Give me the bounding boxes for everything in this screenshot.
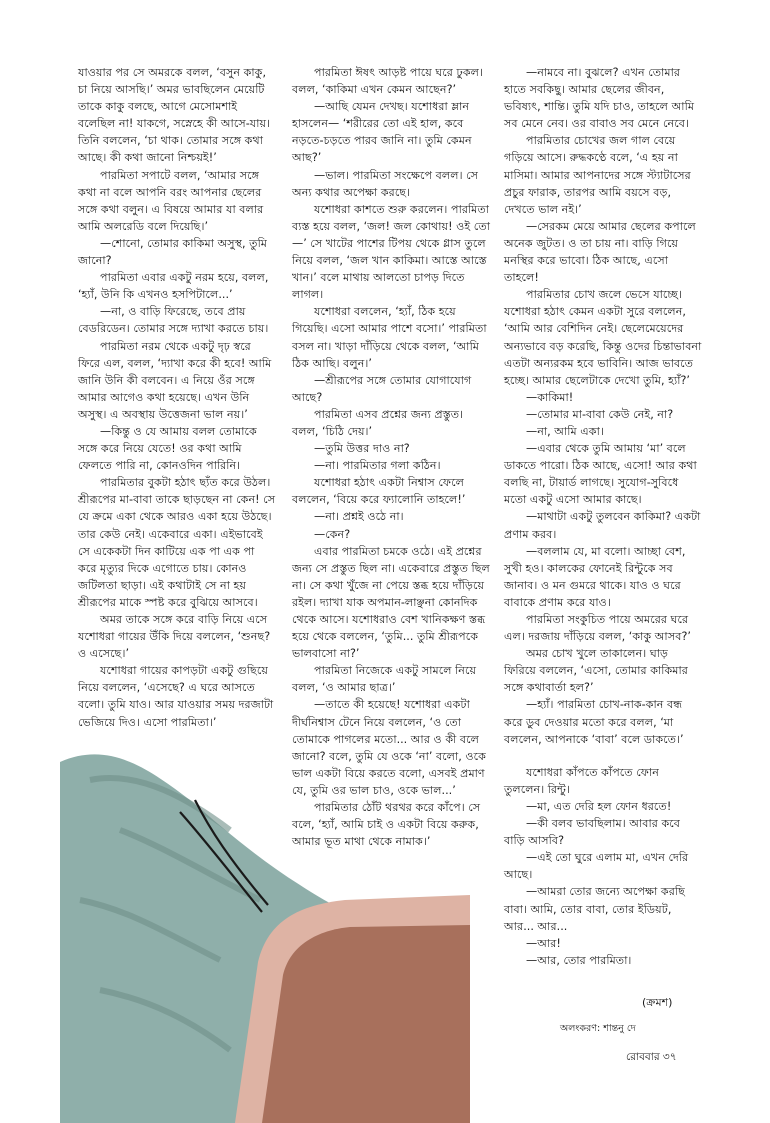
paragraph: যশোধরা বললেন, ‘হ্যাঁ, ঠিক হয়ে গিয়েছি। এসো আমার পাশে বসো।’ পারমিতা বসল না। খাড়া দাঁড়িয়ে থেকে বলল, ‘আমি ঠিক আছি। বলুন।’ <box>292 305 487 370</box>
paragraph: পারমিতার ঠোঁট থরথর করে কাঁপে। সে বলে, ‘হ্যাঁ, আমি চাই ও একটা বিয়ে করুক, আমার ভূত মাথা থেকে নামাক।’ <box>292 801 481 849</box>
paragraph: —কাকিমা! <box>526 390 574 404</box>
paragraph: পারমিতা ঈষৎ আড়ষ্ট পায়ে ঘরে ঢুকল। বলল, ‘কাকিমা এখন কেমন আছেন?’ <box>292 66 483 97</box>
paragraph: পারমিতার চোখ জলে ভেসে যাচ্ছে। যশোধরা হঠাৎ কেমন একটা সুরে বললেন, ‘আমি আর বেশিদিন নেই। ছেলেমেয়েদের অন্যভাবে বড় করেছি, কিন্তু ওদের চিন্তাভাবনা এতটা অন্যরকম হবে ভাবিনি। আজ ভাবতে হচ্ছে। আমার ছেলেটাকে দেখো তুমি, হ্যাঁ?’ <box>504 288 702 387</box>
column-1 <box>78 64 276 731</box>
paragraph: —তাতে কী হয়েছে! যশোধরা একটা দীর্ঘনিশ্বাস টেনে নিয়ে বললেন, ‘ও তো তোমাকে পাগলের মতো... আর ও কী বলে জানো? বলে, তুমি যে ওকে ‘না’ বলো, ওকে ভাল একটা বিয়ে করতে বলো, এসবই প্রমাণ যে, তুমি ওর ভাল চাও, ওকে ভাল...’ <box>292 698 486 797</box>
paragraph: পারমিতা নিজেকে একটু সামলে নিয়ে বলল, ‘ও আমার ছাত্র।’ <box>292 664 477 695</box>
paragraph: —কেন? <box>314 527 351 541</box>
paragraph: পারমিতার বুকটা হঠাৎ ছ্যঁত করে উঠল। শ্রীরূপের মা-বাবা তাকে ছাড়ছেন না কেন! সে যে ক্রমে একা থেকে আরও একা হয়ে উঠছে। তার কেউ নেই। একেবারে একা। এইভাবেই সে একেকটা দিন কাটিয়ে এক পা এক পা করে মৃত্যুর দিকে এগোতে চায়। কোনও জটিলতা ছাড়া। এই কথাটাই সে না হয় শ্রীরূপের মাকে স্পষ্ট করে বুঝিয়ে আসবে। <box>78 476 276 609</box>
paragraph: যাওয়ার পর সে অমরকে বলল, ‘বসুন কাকু, চা নিয়ে আসছি।’ অমর ভাবছিলেন মেয়েটি তাকে কাকু বলছে, আগে মেসোমশাই বলেছিল না! যাকগে, সস্নেহে কী আসে-যায়। তিনি বললেন, ‘চা থাক। তোমার সঙ্গে কথা আছে। কী কথা জানো নিশ্চয়ই!’ <box>78 66 271 165</box>
paragraph: —না, ও বাড়ি ফিরেছে, তবে প্রায় বেডরিডেন। তোমার সঙ্গে দ্যাখা করতে চায়। <box>78 305 269 336</box>
column-2 <box>292 64 490 850</box>
paragraph: —এবার থেকে তুমি আমায় ‘মা’ বলে ডাকতে পারো। ঠিক আছে, এসো! আর কথা বলছি না, টায়ার্ড লাগছে। সুযোগ-সুবিধে মতো একটু এসো আমার কাছে। <box>504 442 697 507</box>
paragraph: —আর! <box>526 936 561 950</box>
paragraph: —মাথাটা একটু তুলবেন কাকিমা? একটা প্রণাম করব। <box>504 510 701 541</box>
paragraph: —বললাম যে, মা বলো। আচ্ছা বেশ, সুখী হও। কালকের ফোনেই রিন্টুকে সব জানাব। ও মন গুমরে থাকে। যাও ও ঘরে বাবাকে প্রণাম করে যাও। <box>504 544 686 609</box>
paragraph: যশোধরা কাঁপতে কাঁপতে ফোন তুললেন। রিন্টু। <box>504 765 659 796</box>
paragraph: —শ্রীরূপের সঙ্গে তোমার যোগাযোগ আছে? <box>292 373 472 404</box>
paragraph: —আর, তোর পারমিতা। <box>526 953 632 967</box>
paragraph: —এই তো ঘুরে এলাম মা, এখন দেরি আছে। <box>504 851 689 882</box>
paragraph: যশোধরা হঠাৎ একটা নিশ্বাস ফেলে বললেন, ‘বিয়ে করে ফ্যালোনি তাহলে!’ <box>292 476 466 507</box>
paragraph: —না। পারমিতার গলা কঠিন। <box>314 459 441 473</box>
paragraph: পারমিতা এসব প্রশ্নের জন্য প্রস্তুত। বলল, ‘চিঠি দেয়।’ <box>292 407 464 438</box>
illustration-brown-shape <box>262 925 470 1123</box>
paragraph: —তুমি উত্তর দাও না? <box>314 442 410 456</box>
paragraph: —না, আমি একা। <box>526 424 604 438</box>
column-3 <box>504 64 702 969</box>
paragraph: পারমিতা সংকুচিত পায়ে অমরের ঘরে এল। দরজায় দাঁড়িয়ে বলল, ‘কাকু আসব?’ <box>504 613 691 644</box>
paragraph: —না। প্রশ্নই ওঠে না। <box>314 510 404 524</box>
paragraph: —আছি যেমন দেখছ। যশোধরা ম্লান হাসলেন— ‘শরীরের তো এই হাল, কবে নড়তে-চড়তে পারব জানি না। তুমি কেমন আছ?’ <box>292 100 472 165</box>
paragraph: অমর তাকে সঙ্গে করে বাড়ি নিয়ে এসে যশোধরা গায়ের উঁকি দিয়ে বললেন, ‘শুনছ? ও এসেছে।’ <box>78 613 271 661</box>
paragraph: অমর চোখ খুলে তাকালেন। ঘাড় ফিরিয়ে বললেন, ‘এসো, তোমার কাকিমার সঙ্গে কথাবার্তা হল?’ <box>504 647 688 695</box>
paragraph: —মা, এত দেরি হল ফোন ধরতে! <box>526 799 672 813</box>
paragraph: এবার পারমিতা চমকে ওঠে। এই প্রশ্নের জন্য সে প্রস্তুত ছিল না। একেবারে প্রস্তুত ছিল না। সে কথা খুঁজে না পেয়ে স্তব্ধ হয়ে দাঁড়িয়ে রইল। দ্যাখা যাক অপমান-লাঞ্ছনা কোনদিক থেকে আসে। যশোধরাও বেশ খানিকক্ষণ স্তব্ধ হয়ে থেকে বললেন, ‘তুমি... তুমি শ্রীরূপকে ভালবাসো না?’ <box>292 544 490 661</box>
illustration-credit: অলংকরণ: শান্তনু দে <box>560 1023 636 1034</box>
paragraph: পারমিতা এবার একটু নরম হয়ে, বলল, ‘হ্যাঁ, উনি কি এখনও হসপিটালে...’ <box>78 271 269 302</box>
page-folio: রোববার ৩৭ <box>626 1051 677 1063</box>
paragraph: —ভাল। পারমিতা সংক্ষেপে বলল। সে অন্য কথার অপেক্ষা করছে। <box>292 168 479 199</box>
to-be-continued: (ক্রমশ) <box>642 996 673 1009</box>
paragraph: —আমরা তোর জন্যে অপেক্ষা করছি বাবা। আমি, তোর বাবা, তোর ইডিয়ট, আর... আর... <box>504 885 685 933</box>
paragraph: যশোধরা গায়ের কাপড়টা একটু গুছিয়ে নিয়ে বললেন, ‘এসেছে? এ ঘরে আসতে বলো। তুমি যাও। আর যাওয়ার সময় দরজাটা ভেজিয়ে দিও। এসো পারমিতা।’ <box>78 664 274 729</box>
paragraph: —সেরকম মেয়ে আমার ছেলের কপালে অনেক জুটত। ও তা চায় না। বাড়ি গিয়ে মনস্থির করে ভাবো। ঠিক আছে, এসো তাহলে! <box>504 219 696 285</box>
paragraph: —কিন্তু ও যে আমায় বলল তোমাকে সঙ্গে করে নিয়ে যেতে! ওর কথা আমি ফেলতে পারি না, কোনওদিন পারিনি। <box>78 424 257 473</box>
paragraph: —হ্যাঁ। পারমিতা চোখ-নাক-কান বন্ধ করে ডুব দেওয়ার মতো করে বলল, ‘মা বললেন, আপনাকে ‘বাবা’ বলে ডাকতে।’ <box>504 698 684 746</box>
paragraph: পারমিতা সপাটে বলল, ‘আমার সঙ্গে কথা না বলে আপনি বরং আপনার ছেলের সঙ্গে কথা বলুন। এ বিষয়ে আমার যা বলার আমি অলরেডি বলে দিয়েছি।’ <box>78 168 264 233</box>
paragraph: —নামবে না। বুঝলে? এখন তোমার হাতে সবকিছু। আমার ছেলের জীবন, ভবিষ্যৎ, শান্তি। তুমি যদি চাও, তাহলে আমি সব মেনে নেব। ওর বাবাও সব মেনে নেবে। <box>504 66 695 131</box>
paragraph: —শোনো, তোমার কাকিমা অসুস্থ, তুমি জানো? <box>78 236 267 268</box>
paragraph: যশোধরা কাশতে শুরু করলেন। পারমিতা ব্যস্ত হয়ে বলল, ‘জল! জল কোথায়! ওই তো—’ সে খাটের পাশের টিপয় থেকে গ্লাস তুলে নিয়ে বলল, ‘জল খান কাকিমা। আস্তে আস্তে খান।’ বলে মাথায় আলতো চাপড় দিতে লাগল। <box>292 202 490 302</box>
paragraph: —কী বলব ভাবছিলাম। আবার কবে বাড়ি আসবি? <box>504 817 681 848</box>
paragraph: পারমিতা নরম থেকে একটু দৃঢ় স্বরে ফিরে এল, বলল, ‘দ্যাখা করে কী হবে! আমি জানি উনি কী বলবেন। এ নিয়ে ওঁর সঙ্গে আমার আগেও কথা হয়েছে। এখন উনি অসুস্থ। এ অবস্থায় উত্তেজনা ভাল নয়।’ <box>78 339 272 421</box>
paragraph: পারমিতার চোখের জল গাল বেয়ে গড়িয়ে আসে। রুদ্ধকণ্ঠে বলে, ‘এ হয় না মাসিমা। আমার আপনাদের সঙ্গে স্ট্যাটাসের প্রচুর ফারাক, তারপর আমি বয়সে বড়, দেখতে ভাল নই।’ <box>504 134 691 216</box>
paragraph: —তোমার মা-বাবা কেউ নেই, না? <box>526 407 674 421</box>
